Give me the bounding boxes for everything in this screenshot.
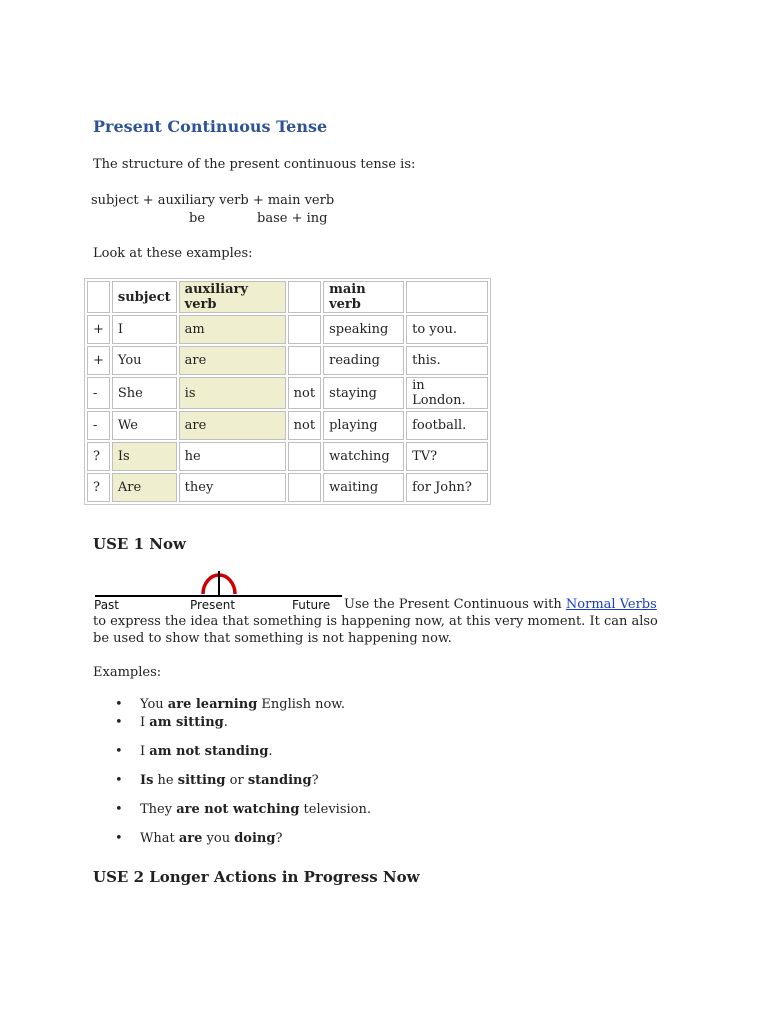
table-cell: am: [179, 315, 286, 344]
table-row: [87, 411, 488, 440]
table-cell: watching: [323, 442, 404, 471]
use1-text-before: Use the Present Continuous with: [344, 597, 566, 612]
example-text: I: [140, 744, 150, 759]
table-cell: is: [179, 377, 286, 409]
example-text: You: [140, 697, 168, 712]
table-cell: [288, 346, 321, 375]
table-cell: [288, 442, 321, 471]
structure-base-ing: base + ing: [257, 211, 328, 226]
structure-intro: The structure of the present continuous tense is:: [93, 157, 416, 172]
structure-formula: subject + auxiliary verb + main verb: [91, 193, 335, 208]
table-row: [87, 315, 488, 344]
example-verb-bold: doing: [234, 831, 276, 846]
table-cell: for John?: [406, 473, 488, 502]
table-cell: ?: [87, 473, 110, 502]
example-verb-bold: standing: [247, 773, 312, 788]
list-item: [93, 831, 282, 846]
table-header-cell: subject: [112, 281, 177, 313]
table-cell: +: [87, 346, 110, 375]
table-cell: TV?: [406, 442, 488, 471]
example-text: or: [225, 773, 248, 788]
table-row: [87, 442, 488, 471]
example-text: you: [202, 831, 235, 846]
example-text: .: [268, 744, 273, 759]
table-cell: are: [179, 411, 286, 440]
table-header-cell: main verb: [323, 281, 404, 313]
normal-verbs-link[interactable]: Normal Verbs: [565, 597, 657, 612]
table-cell: Are: [112, 473, 177, 502]
examples-label: Examples:: [93, 665, 162, 680]
timeline-past-label: Past: [94, 598, 120, 612]
example-text: What: [140, 831, 179, 846]
table-cell: -: [87, 377, 110, 409]
example-verb-bold: are: [178, 831, 203, 846]
structure-be: be: [189, 211, 206, 226]
table-cell: ?: [87, 442, 110, 471]
table-cell: [288, 473, 321, 502]
table-header-row: [87, 281, 488, 313]
list-item: [93, 715, 228, 730]
timeline-present-label: Present: [190, 598, 236, 612]
table-header-cell: [288, 281, 321, 313]
table-cell: [288, 315, 321, 344]
timeline-future-label: Future: [292, 598, 331, 612]
table-cell: waiting: [323, 473, 404, 502]
table-cell: this.: [406, 346, 488, 375]
table-cell: not: [288, 411, 321, 440]
example-text: television.: [299, 802, 371, 817]
example-text: .: [223, 715, 228, 730]
list-item: [93, 773, 319, 788]
table-cell: staying: [323, 377, 404, 409]
example-verb-bold: are learning: [167, 697, 258, 712]
table-header-cell: auxiliary verb: [179, 281, 286, 313]
use1-paragraph: [93, 596, 673, 647]
use1-heading: USE 1 Now: [93, 535, 186, 553]
use2-heading: USE 2 Longer Actions in Progress Now: [93, 868, 420, 886]
table-cell: I: [112, 315, 177, 344]
table-cell: Is: [112, 442, 177, 471]
example-text: I: [140, 715, 150, 730]
table-cell: playing: [323, 411, 404, 440]
table-row: [87, 346, 488, 375]
table-cell: he: [179, 442, 286, 471]
table-cell: reading: [323, 346, 404, 375]
example-text: English now.: [257, 697, 346, 712]
example-text: he: [153, 773, 178, 788]
table-cell: are: [179, 346, 286, 375]
example-verb-bold: am sitting: [149, 715, 224, 730]
example-text: They: [140, 802, 177, 817]
table-cell: +: [87, 315, 110, 344]
list-item: [93, 802, 371, 817]
table-cell: -: [87, 411, 110, 440]
table-cell: they: [179, 473, 286, 502]
table-row: [87, 377, 488, 409]
table-cell: She: [112, 377, 177, 409]
table-cell: You: [112, 346, 177, 375]
table-row: [87, 473, 488, 502]
table-header-cell: [406, 281, 488, 313]
use1-text-after: to express the idea that something is happening now, at this very moment. It can also be used to show that something is not happening now.: [93, 614, 658, 646]
table-cell: football.: [406, 411, 488, 440]
table-cell: speaking: [323, 315, 404, 344]
table-header-cell: [87, 281, 110, 313]
table-cell: to you.: [406, 315, 488, 344]
example-verb-bold: Is: [140, 773, 154, 788]
table-cell: We: [112, 411, 177, 440]
table-cell: not: [288, 377, 321, 409]
table-cell: in London.: [406, 377, 488, 409]
example-verb-bold: are not watching: [176, 802, 300, 817]
example-text: ?: [275, 831, 283, 846]
examples-table: [84, 278, 491, 505]
examples-intro: Look at these examples:: [93, 246, 253, 261]
example-text: ?: [311, 773, 319, 788]
list-item: [93, 744, 273, 759]
example-verb-bold: sitting: [177, 773, 226, 788]
list-item: [93, 697, 345, 712]
page-title: Present Continuous Tense: [93, 117, 328, 136]
example-verb-bold: am not standing: [149, 744, 269, 759]
